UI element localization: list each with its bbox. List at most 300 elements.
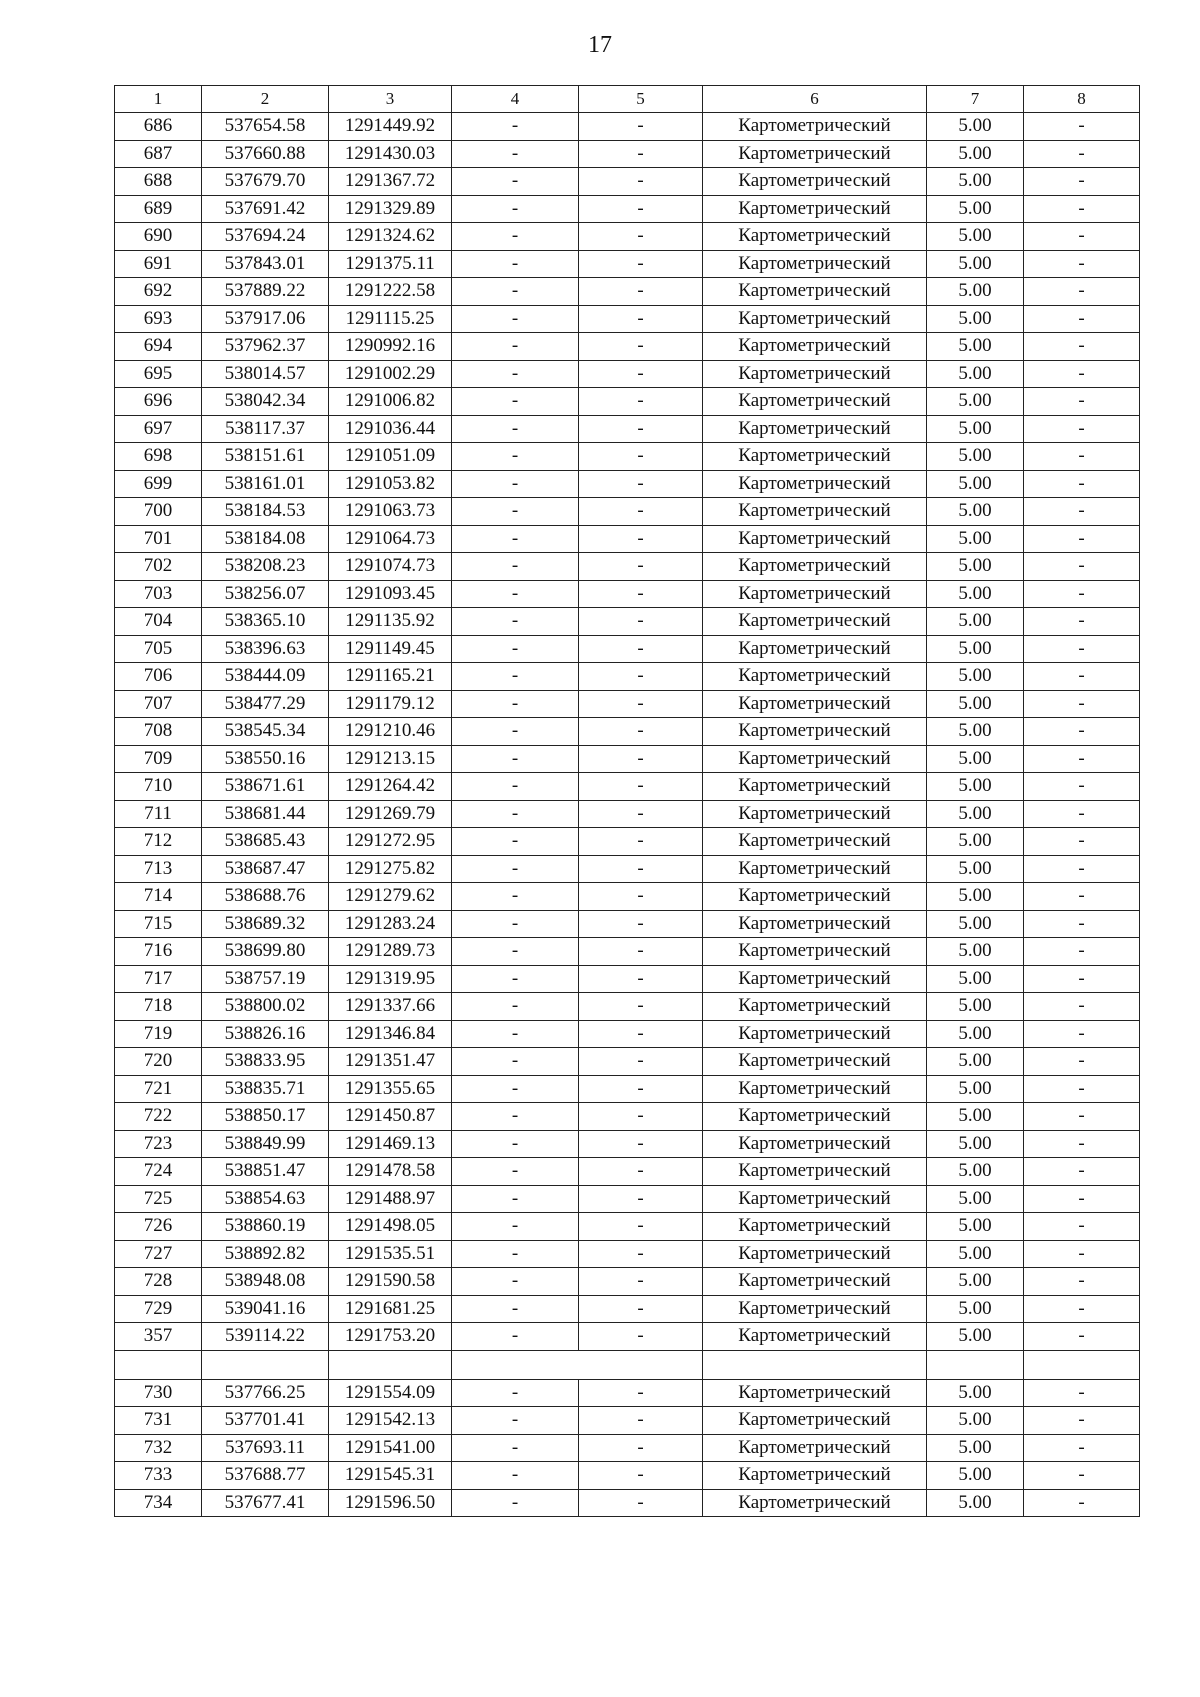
method-cell: Картометрический xyxy=(703,305,927,333)
col-5-cell: - xyxy=(579,1434,703,1462)
col-5-cell: - xyxy=(579,580,703,608)
col-8-cell: - xyxy=(1024,498,1140,526)
x-coordinate-cell: 538800.02 xyxy=(202,993,329,1021)
accuracy-cell: 5.00 xyxy=(927,1295,1024,1323)
table-row xyxy=(115,278,1140,306)
accuracy-cell: 5.00 xyxy=(927,1185,1024,1213)
col-4-cell: - xyxy=(452,718,579,746)
col-5-cell: - xyxy=(579,223,703,251)
col-5-cell: - xyxy=(579,635,703,663)
col-8-cell: - xyxy=(1024,1295,1140,1323)
col-8-cell: - xyxy=(1024,305,1140,333)
x-coordinate-cell: 539114.22 xyxy=(202,1323,329,1351)
accuracy-cell: 5.00 xyxy=(927,113,1024,141)
point-number-cell: 734 xyxy=(115,1489,202,1517)
col-4-cell: - xyxy=(452,498,579,526)
point-number-cell: 686 xyxy=(115,113,202,141)
table-row xyxy=(115,1213,1140,1241)
y-coordinate-cell: 1291346.84 xyxy=(329,1020,452,1048)
col-4-cell: - xyxy=(452,113,579,141)
x-coordinate-cell: 538689.32 xyxy=(202,910,329,938)
y-coordinate-cell: 1291478.58 xyxy=(329,1158,452,1186)
x-coordinate-cell: 537677.41 xyxy=(202,1489,329,1517)
col-8-cell: - xyxy=(1024,553,1140,581)
x-coordinate-cell: 538042.34 xyxy=(202,388,329,416)
method-cell: Картометрический xyxy=(703,1434,927,1462)
col-4-cell: - xyxy=(452,223,579,251)
column-header-2: 2 xyxy=(202,86,329,113)
table-row xyxy=(115,1295,1140,1323)
table-row xyxy=(115,1075,1140,1103)
table-row xyxy=(115,800,1140,828)
method-cell: Картометрический xyxy=(703,910,927,938)
x-coordinate-cell: 537660.88 xyxy=(202,140,329,168)
col-4-cell: - xyxy=(452,443,579,471)
y-coordinate-cell: 1291488.97 xyxy=(329,1185,452,1213)
col-4-cell: - xyxy=(452,800,579,828)
accuracy-cell: 5.00 xyxy=(927,1407,1024,1435)
col-5-cell: - xyxy=(579,1185,703,1213)
accuracy-cell: 5.00 xyxy=(927,278,1024,306)
col-5-cell: - xyxy=(579,305,703,333)
point-number-cell: 692 xyxy=(115,278,202,306)
point-number-cell: 711 xyxy=(115,800,202,828)
column-header-8: 8 xyxy=(1024,86,1140,113)
x-coordinate-cell: 537766.25 xyxy=(202,1379,329,1407)
col-4-cell: - xyxy=(452,965,579,993)
x-coordinate-cell: 538208.23 xyxy=(202,553,329,581)
col-8-cell: - xyxy=(1024,1489,1140,1517)
y-coordinate-cell: 1291469.13 xyxy=(329,1130,452,1158)
accuracy-cell: 5.00 xyxy=(927,663,1024,691)
column-header-3: 3 xyxy=(329,86,452,113)
method-cell: Картометрический xyxy=(703,663,927,691)
table-row xyxy=(115,1130,1140,1158)
y-coordinate-cell: 1291074.73 xyxy=(329,553,452,581)
col-5-cell: - xyxy=(579,195,703,223)
x-coordinate-cell: 538681.44 xyxy=(202,800,329,828)
col-8-cell: - xyxy=(1024,1048,1140,1076)
x-coordinate-cell: 538892.82 xyxy=(202,1240,329,1268)
col-5-cell: - xyxy=(579,965,703,993)
col-5-cell: - xyxy=(579,1407,703,1435)
table-row xyxy=(115,415,1140,443)
col-5-cell: - xyxy=(579,250,703,278)
col-4-cell: - xyxy=(452,1323,579,1351)
point-number-cell: 718 xyxy=(115,993,202,1021)
method-cell: Картометрический xyxy=(703,1185,927,1213)
col-4-cell: - xyxy=(452,773,579,801)
point-number-cell: 733 xyxy=(115,1462,202,1490)
accuracy-cell: 5.00 xyxy=(927,1103,1024,1131)
table-row xyxy=(115,470,1140,498)
table-row xyxy=(115,333,1140,361)
blank-cell xyxy=(329,1350,452,1379)
col-8-cell: - xyxy=(1024,278,1140,306)
method-cell: Картометрический xyxy=(703,1048,927,1076)
point-number-cell: 698 xyxy=(115,443,202,471)
point-number-cell: 728 xyxy=(115,1268,202,1296)
accuracy-cell: 5.00 xyxy=(927,580,1024,608)
table-row xyxy=(115,1379,1140,1407)
col-8-cell: - xyxy=(1024,1185,1140,1213)
method-cell: Картометрический xyxy=(703,690,927,718)
y-coordinate-cell: 1291367.72 xyxy=(329,168,452,196)
col-8-cell: - xyxy=(1024,993,1140,1021)
x-coordinate-cell: 538849.99 xyxy=(202,1130,329,1158)
point-number-cell: 705 xyxy=(115,635,202,663)
point-number-cell: 714 xyxy=(115,883,202,911)
point-number-cell: 716 xyxy=(115,938,202,966)
y-coordinate-cell: 1291498.05 xyxy=(329,1213,452,1241)
y-coordinate-cell: 1291036.44 xyxy=(329,415,452,443)
col-4-cell: - xyxy=(452,250,579,278)
table-row xyxy=(115,1407,1140,1435)
col-8-cell: - xyxy=(1024,580,1140,608)
col-5-cell: - xyxy=(579,1295,703,1323)
y-coordinate-cell: 1291264.42 xyxy=(329,773,452,801)
col-4-cell: - xyxy=(452,388,579,416)
y-coordinate-cell: 1291681.25 xyxy=(329,1295,452,1323)
accuracy-cell: 5.00 xyxy=(927,745,1024,773)
x-coordinate-cell: 538854.63 xyxy=(202,1185,329,1213)
method-cell: Картометрический xyxy=(703,608,927,636)
col-4-cell: - xyxy=(452,1268,579,1296)
col-8-cell: - xyxy=(1024,910,1140,938)
point-number-cell: 720 xyxy=(115,1048,202,1076)
col-8-cell: - xyxy=(1024,168,1140,196)
x-coordinate-cell: 537691.42 xyxy=(202,195,329,223)
accuracy-cell: 5.00 xyxy=(927,305,1024,333)
col-5-cell: - xyxy=(579,1240,703,1268)
accuracy-cell: 5.00 xyxy=(927,1213,1024,1241)
y-coordinate-cell: 1291093.45 xyxy=(329,580,452,608)
col-4-cell: - xyxy=(452,910,579,938)
table-row xyxy=(115,1185,1140,1213)
x-coordinate-cell: 538117.37 xyxy=(202,415,329,443)
col-4-cell: - xyxy=(452,1295,579,1323)
accuracy-cell: 5.00 xyxy=(927,140,1024,168)
point-number-cell: 723 xyxy=(115,1130,202,1158)
column-header-5: 5 xyxy=(579,86,703,113)
accuracy-cell: 5.00 xyxy=(927,1158,1024,1186)
col-5-cell: - xyxy=(579,800,703,828)
y-coordinate-cell: 1291213.15 xyxy=(329,745,452,773)
y-coordinate-cell: 1291135.92 xyxy=(329,608,452,636)
y-coordinate-cell: 1291450.87 xyxy=(329,1103,452,1131)
point-number-cell: 707 xyxy=(115,690,202,718)
y-coordinate-cell: 1291753.20 xyxy=(329,1323,452,1351)
point-number-cell: 357 xyxy=(115,1323,202,1351)
col-5-cell: - xyxy=(579,525,703,553)
method-cell: Картометрический xyxy=(703,1489,927,1517)
table-row xyxy=(115,965,1140,993)
accuracy-cell: 5.00 xyxy=(927,1489,1024,1517)
y-coordinate-cell: 1291289.73 xyxy=(329,938,452,966)
table-row xyxy=(115,1158,1140,1186)
col-8-cell: - xyxy=(1024,1213,1140,1241)
col-4-cell: - xyxy=(452,1379,579,1407)
col-5-cell: - xyxy=(579,113,703,141)
col-8-cell: - xyxy=(1024,1407,1140,1435)
y-coordinate-cell: 1291272.95 xyxy=(329,828,452,856)
y-coordinate-cell: 1291279.62 xyxy=(329,883,452,911)
col-4-cell: - xyxy=(452,993,579,1021)
col-4-cell: - xyxy=(452,663,579,691)
col-4-cell: - xyxy=(452,1462,579,1490)
y-coordinate-cell: 1291210.46 xyxy=(329,718,452,746)
table-row xyxy=(115,1103,1140,1131)
col-4-cell: - xyxy=(452,883,579,911)
table-row xyxy=(115,608,1140,636)
column-header-4: 4 xyxy=(452,86,579,113)
col-8-cell: - xyxy=(1024,195,1140,223)
col-4-cell: - xyxy=(452,1048,579,1076)
y-coordinate-cell: 1291351.47 xyxy=(329,1048,452,1076)
accuracy-cell: 5.00 xyxy=(927,1434,1024,1462)
method-cell: Картометрический xyxy=(703,1462,927,1490)
x-coordinate-cell: 538860.19 xyxy=(202,1213,329,1241)
col-5-cell: - xyxy=(579,828,703,856)
method-cell: Картометрический xyxy=(703,718,927,746)
method-cell: Картометрический xyxy=(703,1323,927,1351)
x-coordinate-cell: 538184.08 xyxy=(202,525,329,553)
accuracy-cell: 5.00 xyxy=(927,498,1024,526)
table-row xyxy=(115,663,1140,691)
method-cell: Картометрический xyxy=(703,773,927,801)
x-coordinate-cell: 538687.47 xyxy=(202,855,329,883)
col-4-cell: - xyxy=(452,553,579,581)
accuracy-cell: 5.00 xyxy=(927,415,1024,443)
col-4-cell: - xyxy=(452,333,579,361)
table-row xyxy=(115,443,1140,471)
accuracy-cell: 5.00 xyxy=(927,690,1024,718)
method-cell: Картометрический xyxy=(703,113,927,141)
table-row xyxy=(115,910,1140,938)
col-4-cell: - xyxy=(452,1020,579,1048)
x-coordinate-cell: 537701.41 xyxy=(202,1407,329,1435)
x-coordinate-cell: 538477.29 xyxy=(202,690,329,718)
col-8-cell: - xyxy=(1024,690,1140,718)
y-coordinate-cell: 1291149.45 xyxy=(329,635,452,663)
method-cell: Картометрический xyxy=(703,855,927,883)
method-cell: Картометрический xyxy=(703,1103,927,1131)
accuracy-cell: 5.00 xyxy=(927,910,1024,938)
table-row xyxy=(115,140,1140,168)
col-4-cell: - xyxy=(452,525,579,553)
col-8-cell: - xyxy=(1024,635,1140,663)
method-cell: Картометрический xyxy=(703,195,927,223)
accuracy-cell: 5.00 xyxy=(927,635,1024,663)
method-cell: Картометрический xyxy=(703,168,927,196)
table-row xyxy=(115,745,1140,773)
accuracy-cell: 5.00 xyxy=(927,223,1024,251)
col-5-cell: - xyxy=(579,1158,703,1186)
x-coordinate-cell: 538835.71 xyxy=(202,1075,329,1103)
col-4-cell: - xyxy=(452,608,579,636)
y-coordinate-cell: 1291283.24 xyxy=(329,910,452,938)
col-8-cell: - xyxy=(1024,1158,1140,1186)
method-cell: Картометрический xyxy=(703,745,927,773)
page-number: 17 xyxy=(588,32,612,58)
x-coordinate-cell: 538014.57 xyxy=(202,360,329,388)
accuracy-cell: 5.00 xyxy=(927,800,1024,828)
point-number-cell: 696 xyxy=(115,388,202,416)
point-number-cell: 697 xyxy=(115,415,202,443)
col-4-cell: - xyxy=(452,1434,579,1462)
col-5-cell: - xyxy=(579,1379,703,1407)
table-row xyxy=(115,718,1140,746)
x-coordinate-cell: 537679.70 xyxy=(202,168,329,196)
accuracy-cell: 5.00 xyxy=(927,855,1024,883)
col-5-cell: - xyxy=(579,360,703,388)
col-8-cell: - xyxy=(1024,250,1140,278)
col-4-cell: - xyxy=(452,1240,579,1268)
point-number-cell: 704 xyxy=(115,608,202,636)
method-cell: Картометрический xyxy=(703,140,927,168)
table-row xyxy=(115,113,1140,141)
point-number-cell: 719 xyxy=(115,1020,202,1048)
y-coordinate-cell: 1291590.58 xyxy=(329,1268,452,1296)
method-cell: Картометрический xyxy=(703,525,927,553)
accuracy-cell: 5.00 xyxy=(927,553,1024,581)
point-number-cell: 699 xyxy=(115,470,202,498)
method-cell: Картометрический xyxy=(703,498,927,526)
table-row xyxy=(115,498,1140,526)
table-row xyxy=(115,388,1140,416)
col-5-cell: - xyxy=(579,470,703,498)
table-row xyxy=(115,360,1140,388)
point-number-cell: 694 xyxy=(115,333,202,361)
x-coordinate-cell: 538396.63 xyxy=(202,635,329,663)
y-coordinate-cell: 1291541.00 xyxy=(329,1434,452,1462)
method-cell: Картометрический xyxy=(703,993,927,1021)
table-row xyxy=(115,223,1140,251)
col-4-cell: - xyxy=(452,1103,579,1131)
accuracy-cell: 5.00 xyxy=(927,1075,1024,1103)
y-coordinate-cell: 1291053.82 xyxy=(329,470,452,498)
accuracy-cell: 5.00 xyxy=(927,333,1024,361)
x-coordinate-cell: 537962.37 xyxy=(202,333,329,361)
table-row xyxy=(115,1268,1140,1296)
x-coordinate-cell: 538151.61 xyxy=(202,443,329,471)
col-8-cell: - xyxy=(1024,1075,1140,1103)
y-coordinate-cell: 1291275.82 xyxy=(329,855,452,883)
col-8-cell: - xyxy=(1024,828,1140,856)
table-row xyxy=(115,1462,1140,1490)
table-row xyxy=(115,1489,1140,1517)
col-4-cell: - xyxy=(452,690,579,718)
y-coordinate-cell: 1291179.12 xyxy=(329,690,452,718)
col-5-cell: - xyxy=(579,608,703,636)
x-coordinate-cell: 537693.11 xyxy=(202,1434,329,1462)
table-row xyxy=(115,195,1140,223)
col-4-cell: - xyxy=(452,635,579,663)
col-5-cell: - xyxy=(579,553,703,581)
x-coordinate-cell: 539041.16 xyxy=(202,1295,329,1323)
point-number-cell: 687 xyxy=(115,140,202,168)
col-5-cell: - xyxy=(579,1462,703,1490)
method-cell: Картометрический xyxy=(703,635,927,663)
y-coordinate-cell: 1291449.92 xyxy=(329,113,452,141)
accuracy-cell: 5.00 xyxy=(927,388,1024,416)
y-coordinate-cell: 1291006.82 xyxy=(329,388,452,416)
col-5-cell: - xyxy=(579,333,703,361)
y-coordinate-cell: 1291165.21 xyxy=(329,663,452,691)
col-5-cell: - xyxy=(579,1323,703,1351)
accuracy-cell: 5.00 xyxy=(927,718,1024,746)
method-cell: Картометрический xyxy=(703,360,927,388)
point-number-cell: 731 xyxy=(115,1407,202,1435)
point-number-cell: 708 xyxy=(115,718,202,746)
col-5-cell: - xyxy=(579,855,703,883)
col-5-cell: - xyxy=(579,718,703,746)
accuracy-cell: 5.00 xyxy=(927,1240,1024,1268)
col-8-cell: - xyxy=(1024,360,1140,388)
accuracy-cell: 5.00 xyxy=(927,168,1024,196)
point-number-cell: 730 xyxy=(115,1379,202,1407)
col-5-cell: - xyxy=(579,278,703,306)
x-coordinate-cell: 538545.34 xyxy=(202,718,329,746)
x-coordinate-cell: 538851.47 xyxy=(202,1158,329,1186)
table-body xyxy=(115,86,1140,1517)
method-cell: Картометрический xyxy=(703,443,927,471)
col-8-cell: - xyxy=(1024,113,1140,141)
col-8-cell: - xyxy=(1024,388,1140,416)
col-5-cell: - xyxy=(579,498,703,526)
col-5-cell: - xyxy=(579,140,703,168)
col-4-cell: - xyxy=(452,1185,579,1213)
y-coordinate-cell: 1291269.79 xyxy=(329,800,452,828)
col-4-cell: - xyxy=(452,855,579,883)
col-5-cell: - xyxy=(579,1020,703,1048)
point-number-cell: 695 xyxy=(115,360,202,388)
col-5-cell: - xyxy=(579,938,703,966)
table-row xyxy=(115,250,1140,278)
x-coordinate-cell: 537694.24 xyxy=(202,223,329,251)
accuracy-cell: 5.00 xyxy=(927,470,1024,498)
col-5-cell: - xyxy=(579,1489,703,1517)
method-cell: Картометрический xyxy=(703,223,927,251)
col-8-cell: - xyxy=(1024,773,1140,801)
x-coordinate-cell: 538948.08 xyxy=(202,1268,329,1296)
accuracy-cell: 5.00 xyxy=(927,1048,1024,1076)
method-cell: Картометрический xyxy=(703,415,927,443)
table-row xyxy=(115,580,1140,608)
method-cell: Картометрический xyxy=(703,1379,927,1407)
col-5-cell: - xyxy=(579,415,703,443)
col-8-cell: - xyxy=(1024,1103,1140,1131)
accuracy-cell: 5.00 xyxy=(927,1020,1024,1048)
method-cell: Картометрический xyxy=(703,883,927,911)
table-row xyxy=(115,1240,1140,1268)
col-5-cell: - xyxy=(579,168,703,196)
point-number-cell: 691 xyxy=(115,250,202,278)
col-4-cell: - xyxy=(452,1075,579,1103)
col-5-cell: - xyxy=(579,1075,703,1103)
col-4-cell: - xyxy=(452,1489,579,1517)
y-coordinate-cell: 1291596.50 xyxy=(329,1489,452,1517)
method-cell: Картометрический xyxy=(703,1020,927,1048)
method-cell: Картометрический xyxy=(703,965,927,993)
method-cell: Картометрический xyxy=(703,1407,927,1435)
x-coordinate-cell: 538256.07 xyxy=(202,580,329,608)
accuracy-cell: 5.00 xyxy=(927,965,1024,993)
method-cell: Картометрический xyxy=(703,1268,927,1296)
col-4-cell: - xyxy=(452,1158,579,1186)
x-coordinate-cell: 538699.80 xyxy=(202,938,329,966)
y-coordinate-cell: 1290992.16 xyxy=(329,333,452,361)
